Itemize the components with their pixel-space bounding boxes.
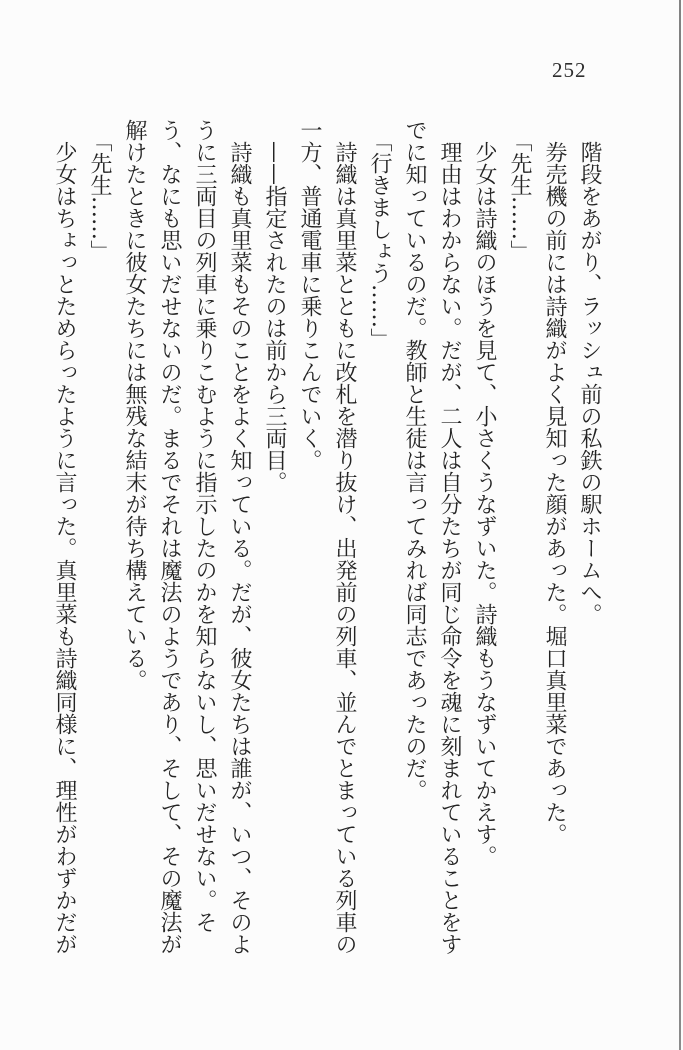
scan-edge-line (679, 0, 681, 1050)
paragraph-5: 理由はわからない。だが、二人は自分たちが同じ命令を魂に刻まれていることをすでに知っているのだ。教師と生徒は言ってみれば同志であったのだ。 (402, 119, 462, 955)
paragraph-3-dialogue: 「先生……」 (507, 130, 532, 262)
paragraph-8: ——指定されたのは前から三両目。 (262, 141, 287, 493)
page-number: 252 (552, 58, 587, 82)
paragraph-1: 階段をあがり、ラッシュ前の私鉄の駅ホームへ。 (577, 141, 602, 625)
paragraph-7: 詩織は真里菜とともに改札を潜り抜け、出発前の列車、並んでとまっている列車の一方、普通電車に乗りこんでいく。 (297, 119, 357, 955)
vertical-text-block (47, 119, 607, 955)
paragraph-6-dialogue: 「行きましょう……」 (367, 130, 392, 350)
paragraph-9: 詩織も真里菜もそのことをよく知っている。だが、彼女たちは誰が、いつ、そのように三両目の列車に乗りこむように指示したのかを知らないし、思いだせない。そう、なにも思いだせないのだ。まるでそれは魔法のようであり、そして、その魔法が解けたときに彼女たちには無残な結末が待ち構えている。 (122, 119, 252, 955)
paragraph-2: 券売機の前には詩織がよく見知った顔があった。堀口真里菜であった。 (542, 141, 567, 845)
paragraph-4: 少女は詩織のほうを見て、小さくうなずいた。詩織もうなずいてかえす。 (472, 141, 497, 867)
paragraph-10-dialogue: 「先生……」 (87, 130, 112, 262)
paragraph-11: 少女はちょっとためらったように言った。真里菜も詩織同様に、理性がわずかだが (52, 141, 77, 955)
